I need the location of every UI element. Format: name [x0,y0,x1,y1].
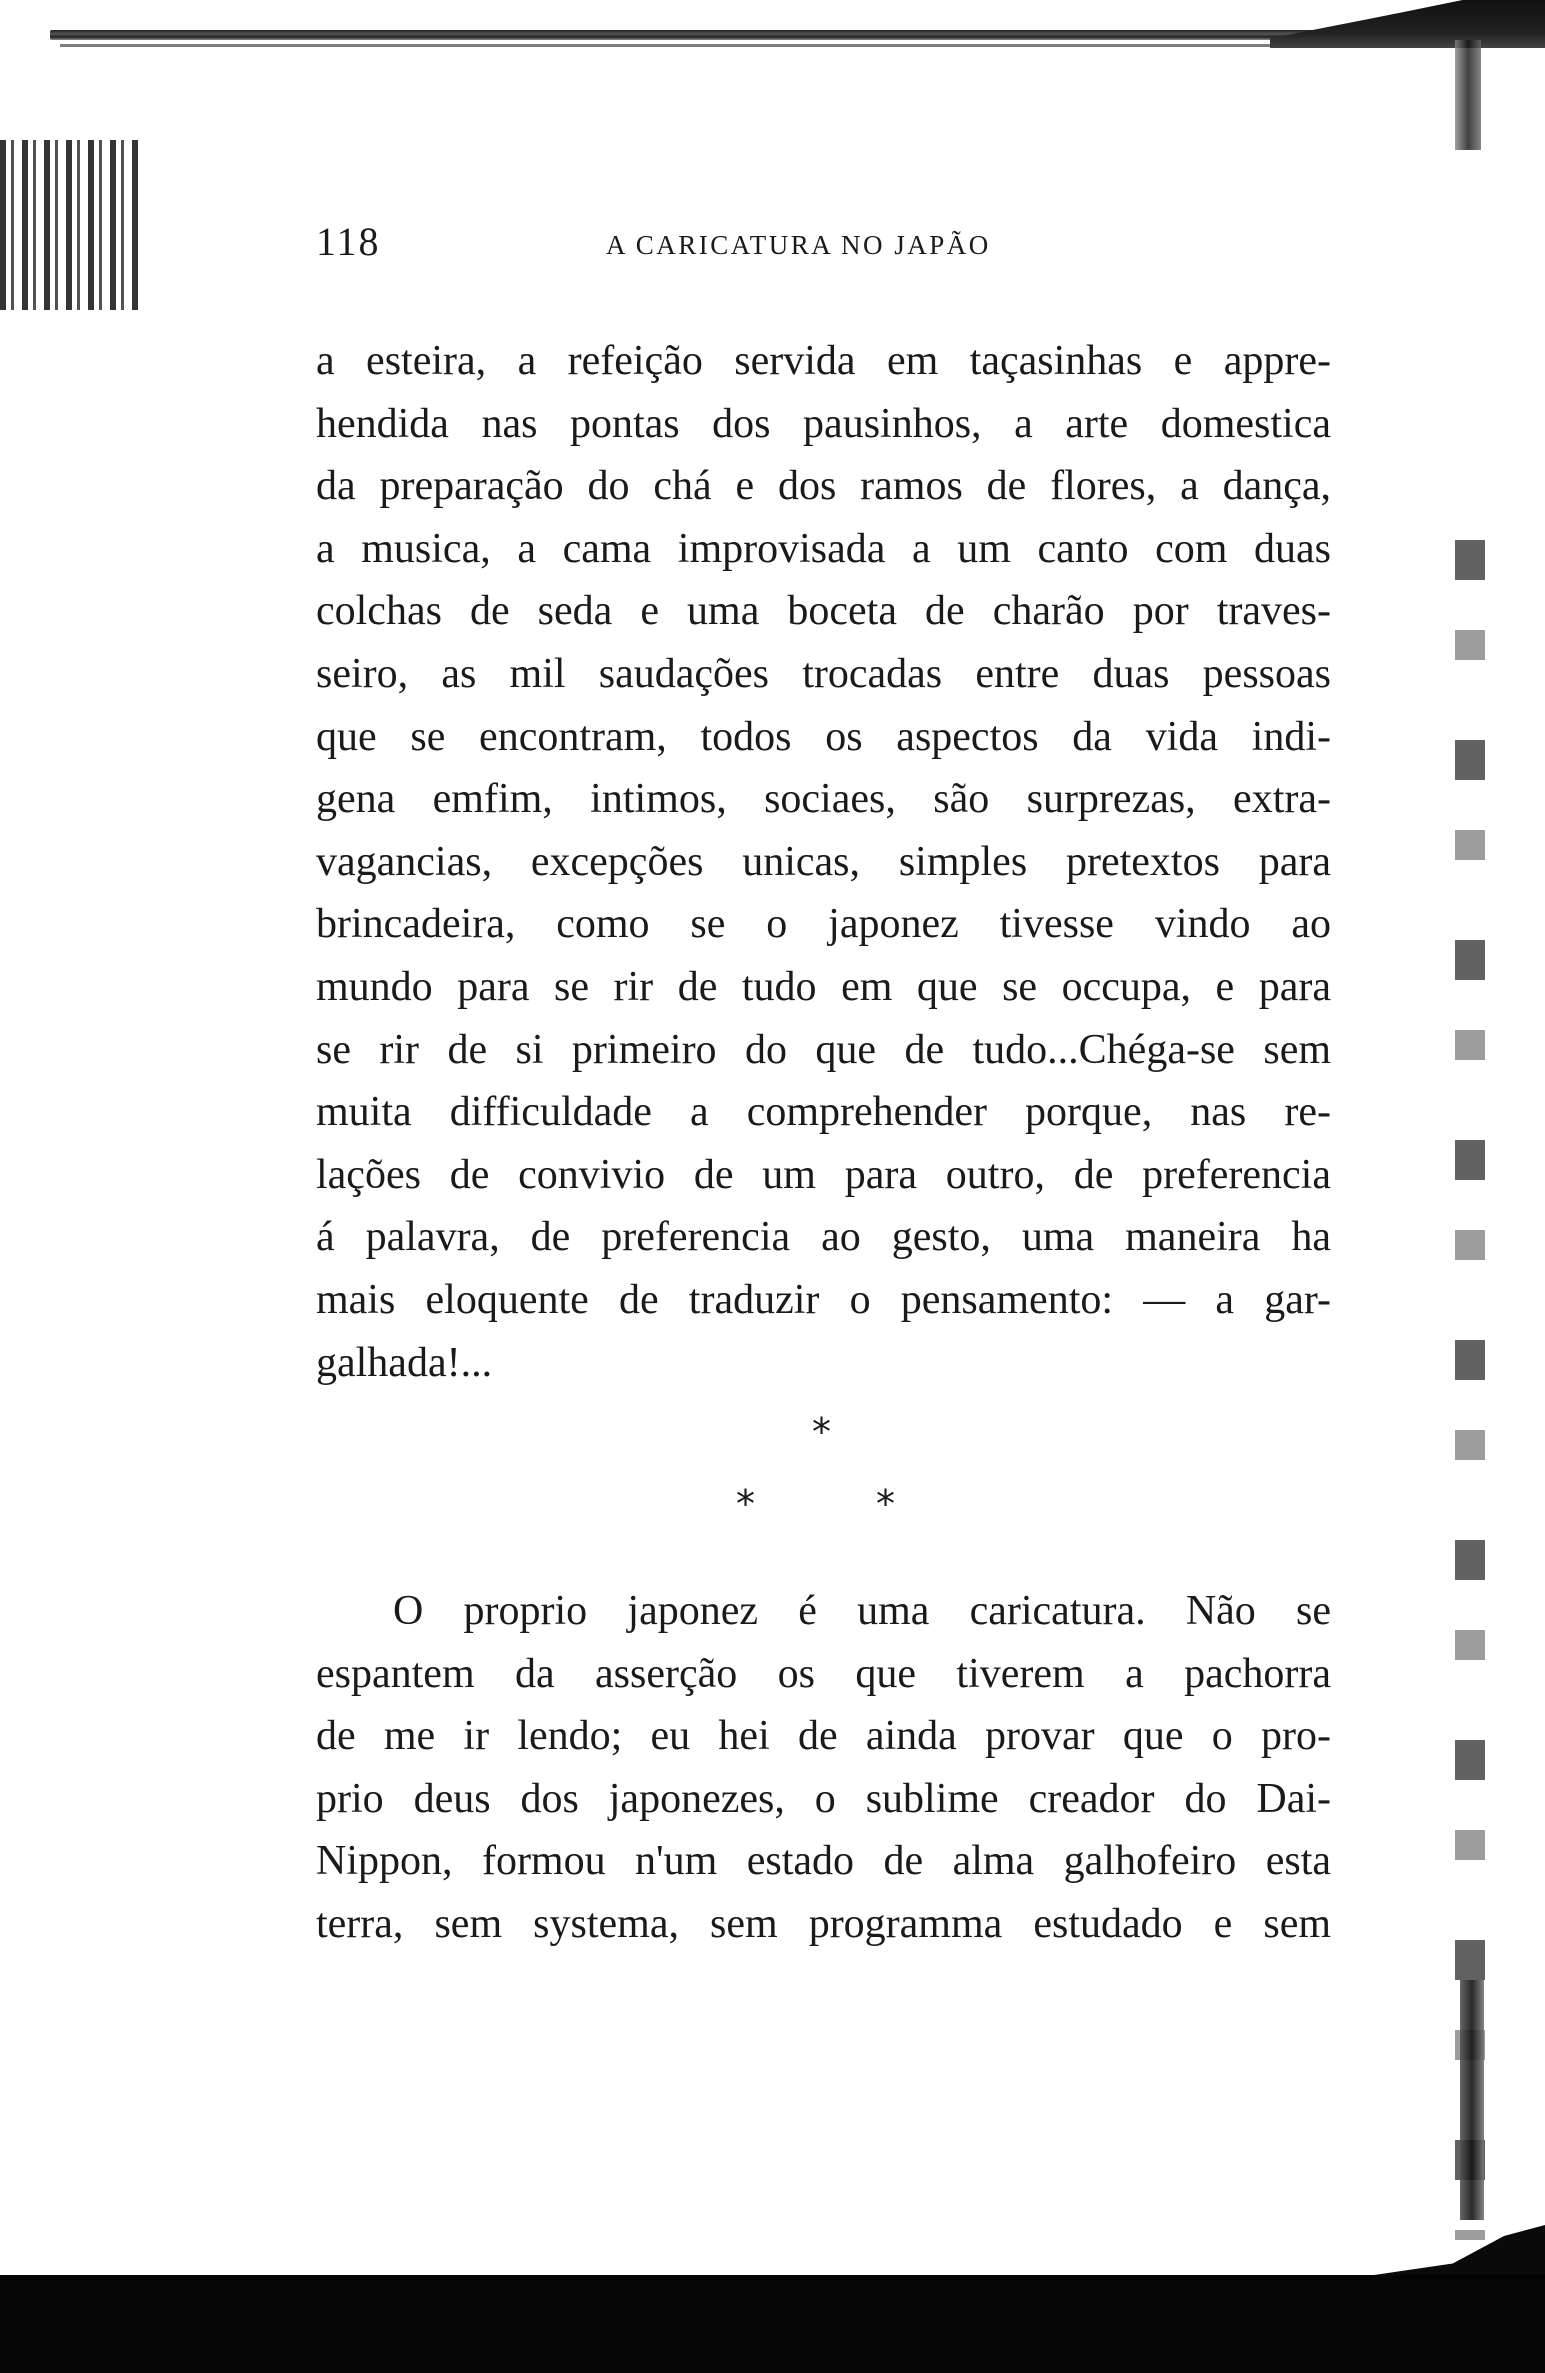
text-line: brincadeira, como se o japonez tivesse vindo ao [316,901,1331,948]
scan-right-page-edge-dark [1460,1980,1484,2220]
section-break-asterism [0,1405,1545,1555]
scan-top-rule-thin [60,44,1440,47]
paragraph-2 [316,1580,1331,1956]
asterisk-right: * [876,1482,895,1526]
running-title: A CARICATURA NO JAPÃO [606,230,991,260]
asterisk-left: * [736,1482,755,1526]
text-line: colchas de seda e uma boceta de charão por traves- [316,588,1331,635]
text-line: lações de convivio de um para outro, de preferencia [316,1151,1331,1198]
text-line: Nippon, formou n'um estado de alma galhofeiro esta [316,1838,1331,1885]
text-line: a musica, a cama improvisada a um canto com duas [316,525,1331,572]
scan-top-right-edge [1455,40,1481,150]
text-line: á palavra, de preferencia ao gesto, uma maneira ha [316,1214,1331,1261]
text-line: mais eloquente de traduzir o pensamento: — a gar- [316,1276,1331,1323]
text-line: da preparação do chá e dos ramos de flores, a dança, [316,463,1331,510]
text-line: prio deus dos japonezes, o sublime creador do Dai- [316,1775,1331,1822]
running-head [316,219,1326,264]
text-line: seiro, as mil saudações trocadas entre duas pessoas [316,650,1331,697]
text-line: gena emfim, intimos, sociaes, são surprezas, extra- [316,776,1331,823]
text-line: a esteira, a refeição servida em taçasinhas e appre- [316,338,1331,384]
scan-bottom-border [0,2275,1545,2373]
text-line: espantem da asserção os que tiverem a pachorra [316,1650,1331,1697]
text-line: mundo para se rir de tudo em que se occupa, e para [316,963,1331,1010]
text-line: de me ir lendo; eu hei de ainda provar que o pro- [316,1713,1331,1760]
scan-top-corner-shadow [1270,0,1545,48]
text-line: se rir de si primeiro do que de tudo...Chéga-se sem [316,1026,1331,1073]
page-number: 118 [316,219,381,264]
text-line: muita difficuldade a comprehender porque, nas re- [316,1089,1331,1136]
paragraph-1 [316,330,1331,1394]
scan-left-binding-stripes [0,140,140,310]
text-line: O proprio japonez é uma caricatura. Não se [393,1588,1331,1634]
text-line: vagancias, excepções unicas, simples pretextos para [316,838,1331,885]
text-line: terra, sem systema, sem programma estudado e sem [316,1900,1331,1947]
text-line: galhada!... [316,1339,493,1386]
scan-bottom-corner-shadow [1340,2225,1545,2280]
text-line: hendida nas pontas dos pausinhos, a arte domestica [316,400,1331,447]
asterisk-top: * [812,1410,831,1454]
text-line: que se encontram, todos os aspectos da vida indi- [316,713,1331,760]
